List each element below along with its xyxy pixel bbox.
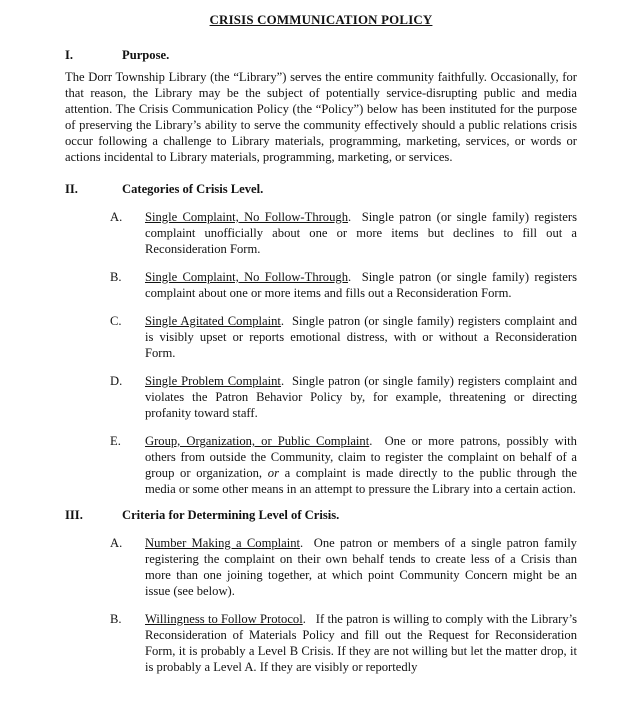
item-letter: C. <box>110 314 122 328</box>
item-text: a complaint is made directly to the public through the media or some other means in an attempt to pressure the Library into a certain action. <box>145 466 578 496</box>
list-item-c <box>65 313 577 361</box>
item-body <box>145 209 577 257</box>
item-body <box>145 373 577 421</box>
item-text: Single patron (or single family) registers complaint about one or more items and fills out a Reconsideration Form. <box>145 270 577 300</box>
section-numeral: II. <box>65 182 78 196</box>
item-text: Single patron (or single family) registers complaint and is visibly upset or reports emotional distress, with or without a Reconsideration Form. <box>145 314 577 360</box>
document-title: CRISIS COMMUNICATION POLICY <box>209 13 433 27</box>
item-text: One patron or members of a single patron family registering the complaint on their own behalf tends to create less of a Crisis than more than one joining together, at which point Community Concern might be an issue (see below). <box>145 536 577 598</box>
item-letter: A. <box>110 210 123 224</box>
item-separator: . <box>348 270 362 284</box>
item-term: Single Problem Complaint <box>145 374 281 388</box>
section-heading: Categories of Crisis Level. <box>122 182 264 196</box>
item-separator: . <box>300 536 314 550</box>
section-purpose <box>65 47 577 165</box>
item-separator: . <box>369 434 385 448</box>
section-header <box>65 181 577 197</box>
item-separator: . <box>348 210 362 224</box>
item-separator: . <box>280 314 292 328</box>
list-item-d <box>65 373 577 421</box>
section-header <box>65 507 577 523</box>
purpose-paragraph: The Dorr Township Library (the “Library”) serves the entire community faithfully. Occasionally, for that reason, the Library may be the subject of potentially service-disrupting public and media attention. The Crisis Communication Policy (the “Policy”) below has been instituted for the purpose of preserving the Library’s ability to serve the community effectively should a public relations crisis occur following a challenge to Library materials, programming, marketing, services, or words or actions incidental to Library materials, programming, marketing, or services. <box>65 70 577 164</box>
list-item-b <box>65 269 577 301</box>
item-text: Single patron (or single family) registers complaint unofficially about one or more items but declines to fill out a Reconsideration Form. <box>145 210 577 256</box>
section-categories <box>65 181 577 497</box>
item-letter: D. <box>110 374 123 388</box>
item-term: Willingness to Follow Protocol <box>145 612 303 626</box>
item-separator: . <box>280 374 292 388</box>
section-heading: Purpose. <box>122 48 170 62</box>
item-term: Single Complaint, No Follow-Through <box>145 210 348 224</box>
item-letter: E. <box>110 434 121 448</box>
item-letter: A. <box>110 536 123 550</box>
section-numeral: I. <box>65 48 74 62</box>
item-body <box>145 535 577 599</box>
item-italic: or <box>267 466 279 480</box>
item-text: If the patron is willing to comply with the Library’s Reconsideration of Materials Policy and fill out the Request for Reconsideration Form, it is probably a Level B Crisis. If they are not willing but let the matter drop, it is probably a Level A. If they are visibly or reportedly <box>145 612 577 674</box>
list-item-a <box>65 535 577 599</box>
item-text: One or more patrons, possibly with others from outside the Community, claim to register the complaint on behalf of a group or organization, <box>145 434 577 480</box>
item-separator: . <box>302 612 316 626</box>
item-text: Single patron (or single family) registers complaint and violates the Patron Behavior Policy by, for example, threatening or directing profanity toward staff. <box>145 374 577 420</box>
list-item-a <box>65 209 577 257</box>
list-item-e <box>65 433 577 497</box>
item-term: Group, Organization, or Public Complaint <box>145 434 370 448</box>
section-criteria <box>65 507 577 675</box>
item-letter: B. <box>110 270 122 284</box>
item-letter: B. <box>110 612 122 626</box>
section-header <box>65 47 577 63</box>
item-term: Single Agitated Complaint <box>145 314 281 328</box>
list-item-b <box>65 611 577 675</box>
section-numeral: III. <box>65 508 83 522</box>
item-body <box>145 611 577 675</box>
item-body <box>145 433 577 497</box>
item-term: Number Making a Complaint <box>145 536 301 550</box>
section-heading: Criteria for Determining Level of Crisis. <box>122 508 340 522</box>
item-body <box>145 269 577 301</box>
item-term: Single Complaint, No Follow-Through <box>145 270 348 284</box>
item-body <box>145 313 577 361</box>
